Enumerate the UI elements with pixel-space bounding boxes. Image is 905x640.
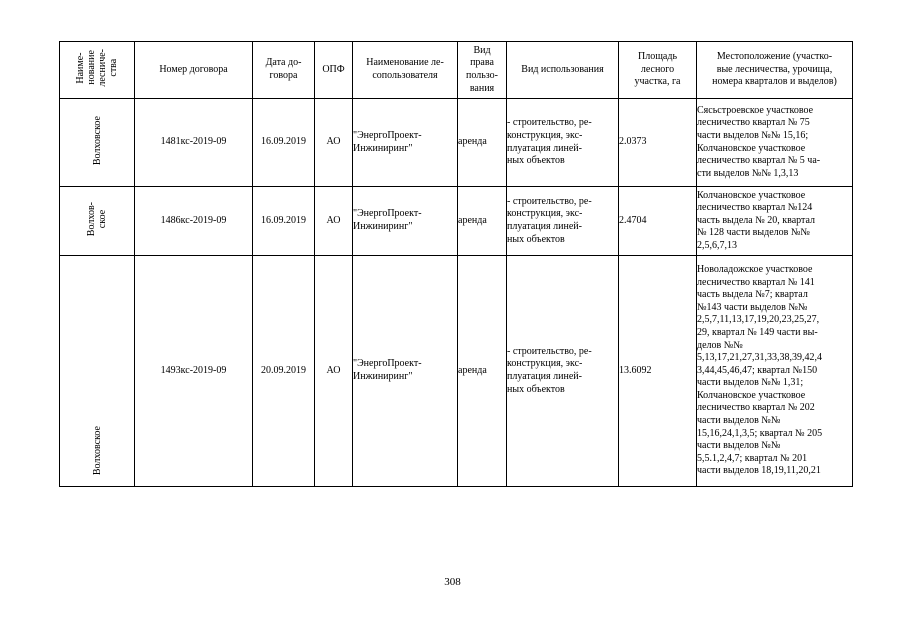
cell-area: 2.0373 (619, 99, 697, 187)
header-contract-number: Номер договора (135, 42, 253, 99)
table-row (60, 256, 853, 487)
cell-forestry (60, 99, 135, 187)
cell-contract-number: 1481кс-2019-09 (135, 99, 253, 187)
header-use-type: Вид использования (507, 42, 619, 99)
header-location: Местоположение (участко- вые лесничества, урочища, номера кварталов и выделов) (697, 42, 853, 99)
cell-right-type: аренда (458, 99, 507, 187)
header-right-type: Вид права пользо- вания (458, 42, 507, 99)
cell-use-type: - строительство, ре- конструкция, экс- плуатация линей- ных объектов (507, 99, 619, 187)
cell-contract-date: 20.09.2019 (253, 256, 315, 487)
forestry-label: Волховское (91, 115, 103, 165)
cell-opf: АО (315, 256, 353, 487)
forestry-label: Волховское (91, 426, 103, 476)
cell-opf: АО (315, 187, 353, 256)
table-row (60, 99, 853, 187)
header-area: Площадь лесного участка, га (619, 42, 697, 99)
cell-use-type: - строительство, ре- конструкция, экс- плуатация линей- ных объектов (507, 256, 619, 487)
header-contract-date: Дата до- говора (253, 42, 315, 99)
header-forestry (60, 42, 135, 99)
cell-contract-number: 1486кс-2019-09 (135, 187, 253, 256)
cell-opf: АО (315, 99, 353, 187)
cell-user-name: "ЭнергоПроект- Инжиниринг" (353, 187, 458, 256)
cell-right-type: аренда (458, 256, 507, 487)
cell-contract-date: 16.09.2019 (253, 187, 315, 256)
cell-area: 13.6092 (619, 256, 697, 487)
cell-right-type: аренда (458, 187, 507, 256)
cell-location: Сясьстроевское участковое лесничество квартал № 75 части выделов №№ 15,16; Колчановское участковое лесничество квартал № 5 ча- сти выделов №№ 1,3,13 (697, 99, 853, 187)
cell-area: 2.4704 (619, 187, 697, 256)
page-number: 308 (444, 576, 461, 588)
cell-forestry (60, 256, 135, 487)
forestry-label: Волхов- ское (86, 201, 108, 236)
cell-use-type: - строительство, ре- конструкция, экс- плуатация линей- ных объектов (507, 187, 619, 256)
cell-user-name: "ЭнергоПроект- Инжиниринг" (353, 256, 458, 487)
header-forestry-label: Наиме- нование лесниче- ства (75, 48, 119, 87)
cell-contract-number: 1493кс-2019-09 (135, 256, 253, 487)
cell-location: Новоладожское участковое лесничество квартал № 141 часть выдела №7; квартал №143 части выделов №№ 2,5,7,11,13,17,19,20,23,25,27, 29, квартал № 149 части вы- делов №№ 5,13,17,21,27,31,33,38,39,42,4 3,44,45,46,47; квартал №150 части выделов №№ 1,31; Колчановское участковое лесничество квартал № 202 части выделов №№ 15,16,24,1,3,5; квартал № 205 части выделов №№ 5,5.1,2,4,7; квартал № 201 части выделов 18,19,11,20,21 (697, 256, 853, 487)
table-row (60, 187, 853, 256)
header-opf: ОПФ (315, 42, 353, 99)
cell-user-name: "ЭнергоПроект- Инжиниринг" (353, 99, 458, 187)
cell-contract-date: 16.09.2019 (253, 99, 315, 187)
header-user-name: Наименование ле- сопользователя (353, 42, 458, 99)
lease-contracts-table (59, 41, 853, 487)
cell-forestry (60, 187, 135, 256)
table-header-row (60, 42, 853, 99)
cell-location: Колчановское участковое лесничество квартал №124 часть выдела № 20, квартал № 128 части выделов №№ 2,5,6,7,13 (697, 187, 853, 256)
